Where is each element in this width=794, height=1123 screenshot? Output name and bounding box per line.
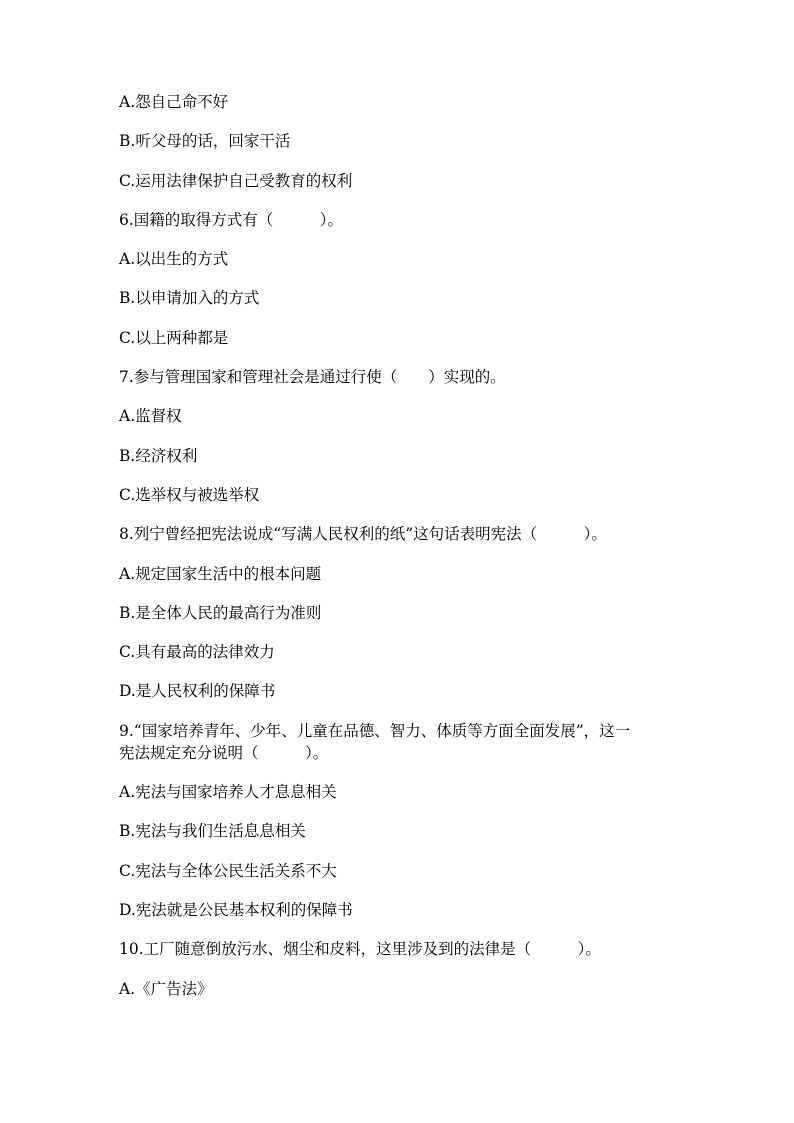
option-8c: C.具有最高的法律效力: [119, 643, 275, 662]
question-content: [119, 92, 679, 1018]
option-7c: C.选举权与被选举权: [119, 485, 260, 504]
question-10: 10.工厂随意倒放污水、烟尘和皮料，这里涉及到的法律是（ ）。: [119, 940, 601, 959]
option-5a: A.怨自己命不好: [119, 93, 229, 111]
option-8d: D.是人民权利的保障书: [119, 682, 276, 701]
option-5c: C.运用法律保护自己受教育的权利: [119, 171, 353, 190]
option-6a: A.以出生的方式: [119, 250, 229, 269]
question-9-line-2: 宪法规定充分说明（ ）。: [119, 743, 329, 762]
option-9a: A.宪法与国家培养人才息息相关: [119, 783, 337, 802]
option-7b: B.经济权利: [119, 446, 198, 465]
option-7a: A.监督权: [119, 407, 182, 426]
option-6b: B.以申请加入的方式: [119, 289, 260, 308]
question-9-line-1: 9.“国家培养青年、少年、儿童在品德、智力、体质等方面全面发展”，这一: [119, 721, 631, 740]
option-8b: B.是全体人民的最高行为准则: [119, 603, 322, 622]
option-5b: B.听父母的话，回家干活: [119, 132, 291, 151]
option-8a: A.规定国家生活中的根本问题: [119, 564, 322, 583]
question-8: 8.列宁曾经把宪法说成“写满人民权利的纸”这句话表明宪法（ ）。: [119, 525, 607, 544]
option-9d: D.宪法就是公民基本权利的保障书: [119, 900, 353, 919]
option-6c: C.以上两种都是: [119, 328, 229, 347]
option-9c: C.宪法与全体公民生活关系不大: [119, 861, 337, 880]
question-7: 7.参与管理国家和管理社会是通过行使（ ）实现的。: [119, 368, 506, 387]
question-6: 6.国籍的取得方式有（ ）。: [119, 210, 344, 229]
option-10a: A.《广告法》: [119, 979, 213, 998]
option-9b: B.宪法与我们生活息息相关: [119, 822, 306, 841]
